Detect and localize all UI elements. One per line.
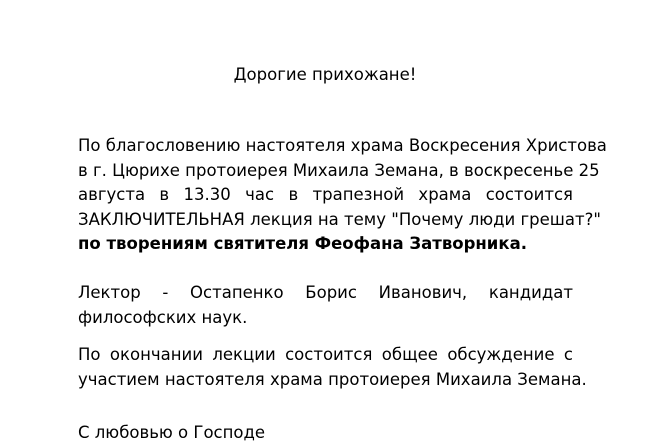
- paragraph-line: По окончании лекции состоится общее обсуждение с: [78, 345, 573, 364]
- greeting-heading: Дорогие прихожане!: [233, 65, 417, 84]
- paragraph-line: в г. Цюрихе протоиерея Михаила Земана, в воскресенье 25: [78, 160, 600, 180]
- paragraph-line: ЗАКЛЮЧИТЕЛЬНАЯ лекция на тему "Почему люди грешат?": [78, 209, 601, 229]
- paragraph-line: Лектор - Остапенко Борис Иванович, кандидат: [78, 283, 573, 302]
- paragraph-line: По благословению настоятеля храма Воскресения Христова: [78, 136, 607, 155]
- paragraph-line: августа в 13.30 час в трапезной храма состоится: [78, 185, 573, 204]
- paragraph-line: философских наук.: [78, 307, 248, 327]
- bold-subject-line: по творениям святителя Феофана Затворника.: [78, 234, 527, 253]
- lecturer-paragraph: [78, 281, 573, 330]
- announcement-paragraph: [78, 134, 607, 257]
- closing-line: С любовью о Господе: [78, 423, 266, 442]
- paragraph-line: участием настоятеля храма протоиерея Михаила Земана.: [78, 369, 587, 389]
- discussion-paragraph: [78, 343, 587, 392]
